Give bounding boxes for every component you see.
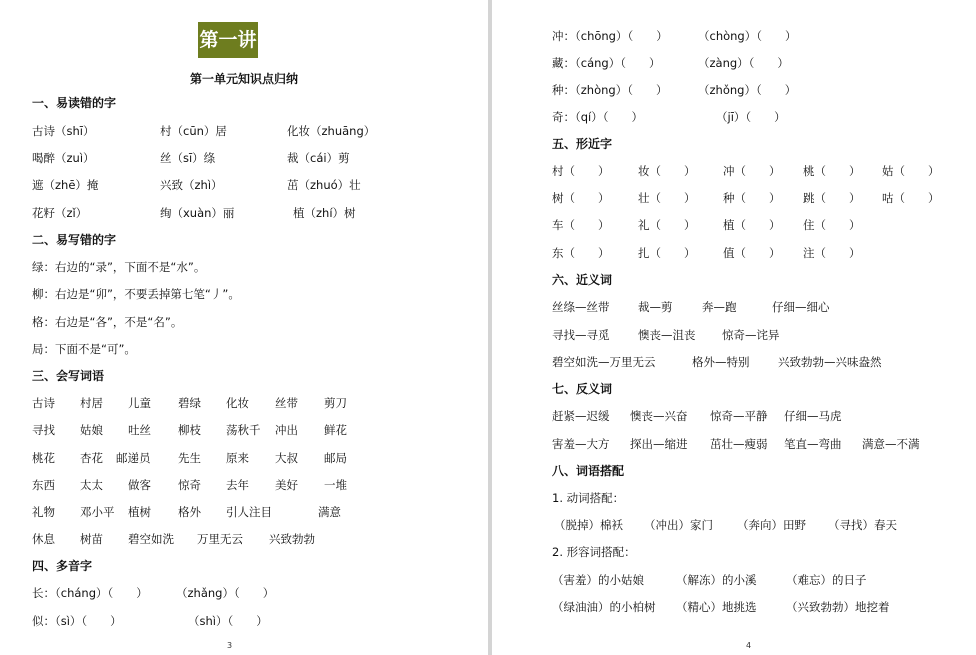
similar-char: 桃（ ） [803, 164, 861, 178]
vocab-word: 礼物 [32, 505, 55, 519]
reading-item: 植（zhí）树 [293, 206, 356, 220]
antonym-pair: 茁壮—瘦弱 [710, 437, 768, 451]
synonym-pair: 仔细—细心 [772, 300, 830, 314]
vocab-word: 化妆 [226, 396, 249, 410]
synonym-pair: 寻找—寻觅 [552, 328, 610, 342]
reading-item: 喝醉（zuì） [32, 151, 95, 165]
verb-collocation: （寻找）春天 [828, 518, 897, 532]
vocab-word: 太太 [80, 478, 103, 492]
polyphone-item: 奇：（qí）（ ） [552, 110, 643, 124]
polyphone-item: （zhǎng）（ ） [176, 586, 275, 600]
vocab-word: 碧绿 [178, 396, 201, 410]
similar-char: 种（ ） [723, 191, 781, 205]
vocab-word: 吐丝 [128, 423, 151, 437]
lesson-title: 第一讲 [198, 22, 258, 58]
section-heading-8: 八、词语搭配 [552, 464, 625, 478]
similar-char: 姑（ ） [882, 164, 940, 178]
reading-item: 村（cūn）居 [160, 124, 227, 138]
vocab-word: 杏花 [80, 451, 103, 465]
vocab-word: 植树 [128, 505, 151, 519]
vocab-word: 邮局 [324, 451, 347, 465]
vocab-word: 桃花 [32, 451, 55, 465]
reading-item: 绚（xuàn）丽 [160, 206, 235, 220]
verb-collocation: （脱掉）棉袄 [554, 518, 623, 532]
reading-item: 化妆（zhuāng） [287, 124, 376, 138]
adjective-collocation: （解冻）的小溪 [676, 573, 757, 587]
similar-char: 注（ ） [803, 246, 861, 260]
vocab-word: 大叔 [275, 451, 298, 465]
polyphone-item: 长：（cháng）（ ） [32, 586, 148, 600]
section-heading-2: 二、易写错的字 [32, 233, 117, 247]
reading-item: 花籽（zǐ） [32, 206, 88, 220]
adjective-collocation: （精心）地挑选 [676, 600, 757, 614]
similar-char: 壮（ ） [638, 191, 696, 205]
vocab-word: 去年 [226, 478, 249, 492]
vocab-word: 冲出 [275, 423, 298, 437]
vocab-word: 儿童 [128, 396, 151, 410]
synonym-pair: 丝绦—丝带 [552, 300, 610, 314]
vocab-word: 休息 [32, 532, 55, 546]
polyphone-item: （chòng）（ ） [698, 29, 797, 43]
adjective-collocation: （兴致勃勃）地挖着 [786, 600, 890, 614]
vocab-word: 姑娘 [80, 423, 103, 437]
right-page [492, 0, 976, 655]
vocab-word: 万里无云 [197, 532, 243, 546]
similar-char: 值（ ） [723, 246, 781, 260]
vocab-word: 引人注目 [226, 505, 272, 519]
antonym-pair: 笔直—弯曲 [784, 437, 842, 451]
vocab-word: 鲜花 [324, 423, 347, 437]
vocab-word: 丝带 [275, 396, 298, 410]
antonym-pair: 害羞—大方 [552, 437, 610, 451]
synonym-pair: 兴致勃勃—兴味盎然 [778, 355, 882, 369]
vocab-word: 柳枝 [178, 423, 201, 437]
writing-note: 局：下面不是“可”。 [32, 342, 136, 356]
collocation-subheading: 1. 动词搭配： [552, 491, 625, 505]
antonym-pair: 惊奇—平静 [710, 409, 768, 423]
unit-subtitle: 第一单元知识点归纳 [189, 72, 298, 86]
section-heading-7: 七、反义词 [552, 382, 613, 396]
section-heading-1: 一、易读错的字 [32, 96, 117, 110]
section-heading-3: 三、会写词语 [32, 369, 105, 383]
polyphone-item: 似：（sì）（ ） [32, 614, 122, 628]
adjective-collocation: （难忘）的日子 [786, 573, 867, 587]
similar-char: 跳（ ） [803, 191, 861, 205]
similar-char: 咕（ ） [882, 191, 940, 205]
vocab-word: 格外 [178, 505, 201, 519]
polyphone-item: 冲：（chōng）（ ） [552, 29, 668, 43]
vocab-word: 荡秋千 [226, 423, 261, 437]
polyphone-item: 种：（zhòng）（ ） [552, 83, 668, 97]
similar-char: 东（ ） [552, 246, 610, 260]
vocab-word: 碧空如洗 [128, 532, 174, 546]
polyphone-item: （zàng）（ ） [698, 56, 789, 70]
synonym-pair: 碧空如洗—万里无云 [552, 355, 656, 369]
section-heading-5: 五、形近字 [552, 137, 613, 151]
vocab-word: 一堆 [324, 478, 347, 492]
antonym-pair: 探出—缩进 [630, 437, 688, 451]
vocab-word: 剪刀 [324, 396, 347, 410]
reading-item: 兴致（zhì） [160, 178, 223, 192]
writing-note: 绿：右边的“录”，下面不是“水”。 [32, 260, 206, 274]
synonym-pair: 懊丧—沮丧 [638, 328, 696, 342]
similar-char: 树（ ） [552, 191, 610, 205]
reading-item: 遮（zhē）掩 [32, 178, 99, 192]
reading-item: 茁（zhuó）壮 [287, 178, 361, 192]
antonym-pair: 懊丧—兴奋 [630, 409, 688, 423]
adjective-collocation: （绿油油）的小柏树 [552, 600, 656, 614]
similar-char: 植（ ） [723, 218, 781, 232]
vocab-word: 邓小平 [80, 505, 115, 519]
reading-item: 丝（sī）绦 [160, 151, 216, 165]
similar-char: 村（ ） [552, 164, 610, 178]
vocab-word: 古诗 [32, 396, 55, 410]
similar-char: 冲（ ） [723, 164, 781, 178]
verb-collocation: （奔向）田野 [737, 518, 806, 532]
vocab-word: 做客 [128, 478, 151, 492]
section-heading-4: 四、多音字 [32, 559, 93, 573]
reading-item: 古诗（shī） [32, 124, 95, 138]
antonym-pair: 满意—不满 [862, 437, 920, 451]
vocab-word: 原来 [226, 451, 249, 465]
vocab-word: 邮递员 [116, 451, 151, 465]
page-number: 4 [746, 641, 752, 650]
collocation-subheading: 2. 形容词搭配： [552, 545, 636, 559]
vocab-word: 先生 [178, 451, 201, 465]
synonym-pair: 裁—剪 [638, 300, 673, 314]
synonym-pair: 奔—跑 [702, 300, 737, 314]
vocab-word: 东西 [32, 478, 55, 492]
similar-char: 车（ ） [552, 218, 610, 232]
synonym-pair: 格外—特别 [692, 355, 750, 369]
adjective-collocation: （害羞）的小姑娘 [552, 573, 644, 587]
vocab-word: 惊奇 [178, 478, 201, 492]
reading-item: 裁（cái）剪 [287, 151, 350, 165]
vocab-word: 美好 [275, 478, 298, 492]
writing-note: 柳：右边是“卯”，不要丢掉第七笔“丿”。 [32, 287, 240, 301]
antonym-pair: 赶紧—迟缓 [552, 409, 610, 423]
antonym-pair: 仔细—马虎 [784, 409, 842, 423]
vocab-word: 树苗 [80, 532, 103, 546]
vocab-word: 寻找 [32, 423, 55, 437]
polyphone-item: （jī）（ ） [716, 110, 786, 124]
polyphone-item: （zhǒng）（ ） [698, 83, 797, 97]
polyphone-item: （shì）（ ） [188, 614, 268, 628]
vocab-word: 满意 [318, 505, 341, 519]
similar-char: 扎（ ） [638, 246, 696, 260]
similar-char: 住（ ） [803, 218, 861, 232]
writing-note: 格：右边是“各”，不是“名”。 [32, 315, 183, 329]
synonym-pair: 惊奇—诧异 [722, 328, 780, 342]
polyphone-item: 藏：（cáng）（ ） [552, 56, 661, 70]
section-heading-6: 六、近义词 [552, 273, 613, 287]
page-number: 3 [227, 641, 233, 650]
similar-char: 妆（ ） [638, 164, 696, 178]
vocab-word: 兴致勃勃 [269, 532, 315, 546]
similar-char: 礼（ ） [638, 218, 696, 232]
vocab-word: 村居 [80, 396, 103, 410]
verb-collocation: （冲出）家门 [644, 518, 713, 532]
